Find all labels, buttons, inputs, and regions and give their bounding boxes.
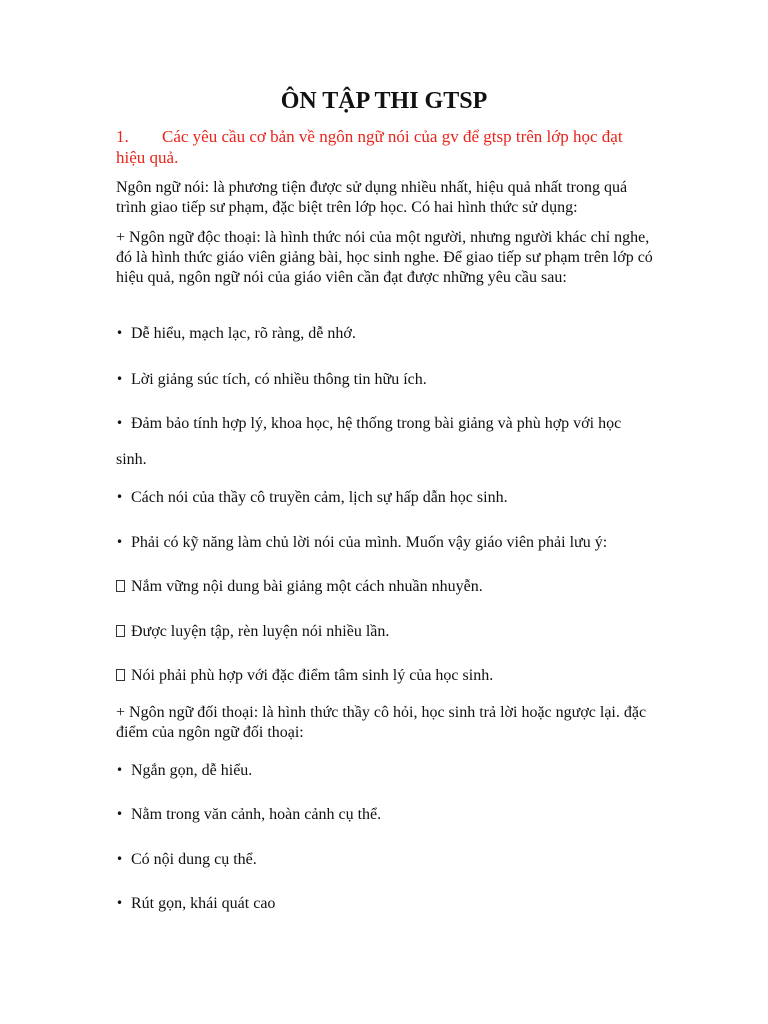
dialogue-paragraph: + Ngôn ngữ đối thoại: là hình thức thầy cô hỏi, học sinh trả lời hoặc ngược lại. đặc điểm của ngôn ngữ đối thoại:: [116, 704, 647, 741]
section-heading-text: Các yêu cầu cơ bản về ngôn ngữ nói của gv để gtsp trên lớp học đạt hiệu quả.: [116, 127, 623, 167]
sub-point-item: [116, 577, 676, 597]
list-item: [116, 760, 676, 781]
list-item: [116, 849, 676, 870]
missing-glyph-box-icon: [116, 625, 125, 637]
intro-paragraph: Ngôn ngữ nói: là phương tiện được sử dụng nhiều nhất, hiệu quả nhất trong quá trình giao tiếp sư phạm, đặc biệt trên lớp học. Có hai hình thức sử dụng:: [116, 179, 628, 216]
bullet-dot-icon: •: [116, 490, 124, 504]
section-heading-1: [116, 126, 656, 168]
bullet-dot-icon: •: [116, 852, 124, 866]
sub-point-text: Được luyện tập, rèn luyện nói nhiều lần.: [131, 623, 390, 640]
monologue-paragraph: + Ngôn ngữ độc thoại: là hình thức nói của một người, nhưng người khác chỉ nghe, đó là hình thức giáo viên giảng bài, học sinh nghe. Để giao tiếp sư phạm trên lớp có hiệu quả, ngôn ngữ nói của giáo viên cần đạt được những yêu cầu sau:: [116, 229, 653, 286]
list-item: [116, 323, 676, 344]
list-item: [116, 487, 676, 508]
bullet-dot-icon: •: [116, 807, 124, 821]
list-item-text: Dễ hiểu, mạch lạc, rõ ràng, dễ nhớ.: [131, 325, 356, 342]
list-item: [116, 804, 676, 825]
bullet-dot-icon: •: [116, 763, 124, 777]
sub-point-text: Nói phải phù hợp với đặc điểm tâm sinh lý của học sinh.: [131, 667, 494, 684]
list-item-text: Cách nói của thầy cô truyền cảm, lịch sự hấp dẫn học sinh.: [131, 489, 508, 506]
document-title: ÔN TẬP THI GTSP: [280, 88, 488, 114]
bullet-dot-icon: •: [116, 416, 124, 430]
list-item-text: Phải có kỹ năng làm chủ lời nói của mình. Muốn vậy giáo viên phải lưu ý:: [131, 534, 608, 551]
list-item: [116, 369, 676, 390]
bullet-dot-icon: •: [116, 896, 124, 910]
missing-glyph-box-icon: [116, 580, 125, 592]
list-item: [116, 413, 676, 434]
list-item-text: Đảm bảo tính hợp lý, khoa học, hệ thống trong bài giảng và phù hợp với học: [131, 415, 622, 432]
list-item-continuation: sinh.: [116, 451, 147, 468]
sub-point-text: Nắm vững nội dung bài giảng một cách nhuần nhuyễn.: [131, 578, 483, 595]
missing-glyph-box-icon: [116, 669, 125, 681]
list-item: [116, 893, 676, 914]
bullet-dot-icon: •: [116, 326, 124, 340]
sub-point-item: [116, 666, 676, 686]
sub-point-item: [116, 622, 676, 642]
list-item-text: Lời giảng súc tích, có nhiều thông tin hữu ích.: [131, 371, 427, 388]
section-number: 1.: [116, 127, 129, 146]
list-item-text: Nằm trong văn cảnh, hoàn cảnh cụ thể.: [131, 806, 382, 823]
bullet-dot-icon: •: [116, 535, 124, 549]
bullet-dot-icon: •: [116, 372, 124, 386]
list-item: [116, 532, 676, 553]
list-item-text: Có nội dung cụ thể.: [131, 851, 257, 868]
list-item-text: Ngắn gọn, dễ hiểu.: [131, 762, 253, 779]
list-item-text: Rút gọn, khái quát cao: [131, 895, 276, 912]
